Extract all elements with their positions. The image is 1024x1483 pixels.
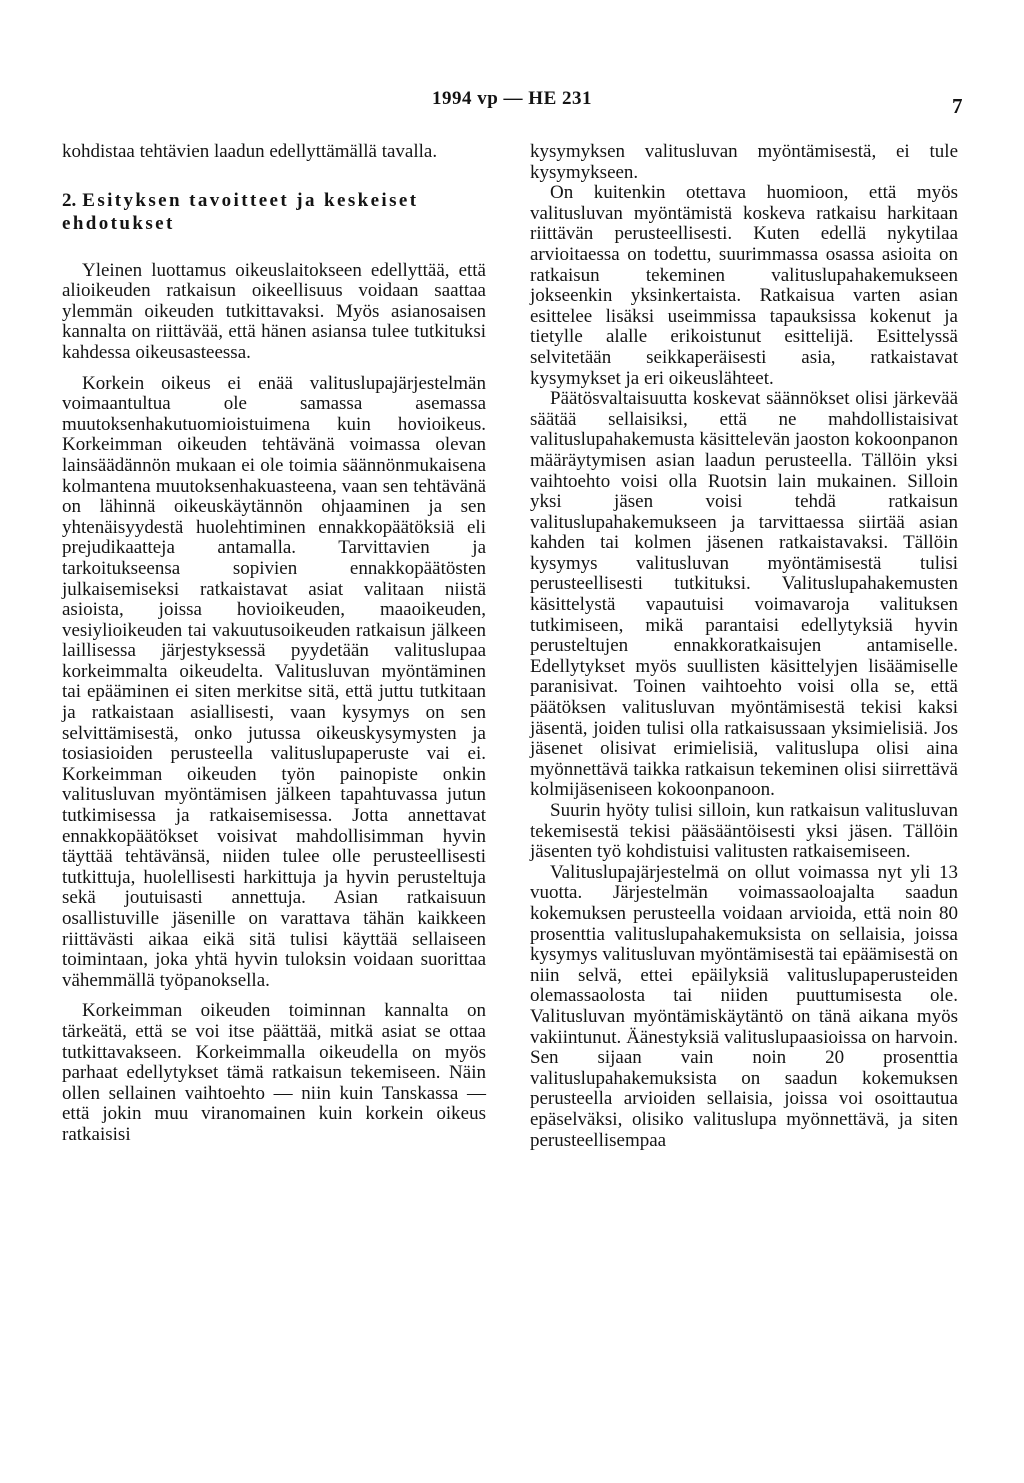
page-number: 7	[952, 94, 963, 118]
body-paragraph: Korkein oikeus ei enää valituslupajärjestelmän voimaantultua ole samassa asemassa muutoksenhakutuomioistuimena kuin hovioikeus. Korkeimman oikeuden tehtävänä voimassa olevan lainsäädännön mukaan ei ole toimia säännönmukaisena kolmantena muutoksenhakuasteena, vaan sen tehtävänä on lähinnä oikeuskäytännön ohjaaminen ja sen yhtenäisyydestä huolehtiminen ennakkopäätöksiä eli prejudikaatteja antamalla. Tarvittavien ja tarkoitukseensa sopivien ennakkopäätösten julkaisemiseksi ratkaistavat asiat valitaan niistä asioista, joissa hovioikeuden, maaoikeuden, vesiylioikeuden tai vakuutusoikeuden ratkaisun jälkeen laillisessa järjestyksessä pyydetään valituslupaa korkeimmalta oikeudelta. Valitusluvan myöntäminen tai epääminen ei siten merkitse sitä, että juttu tutkitaan ja ratkaistaan asiallisesti, vaan kysymys on sen selvittämisestä, onko jutussa oikeuskysymysten ja tosiasioiden perusteella valituslupaperuste vai ei. Korkeimman oikeuden työn painopiste onkin valitusluvan myöntämisen jälkeen tapahtuvassa jutun tutkimisessa ja ratkaisemisessa. Jotta annettavat ennakkopäätökset voisivat mahdollisimman hyvin täyttää tehtävänsä, niiden tulee olle perusteellisesti tutkittuja, huolellisesti harkittuja ja hyvin perusteltuja sekä joutuisasti annettuja. Asian ratkaisuun osallistuville jäsenille on varattava tähän kaikkeen riittävästi aikaa eikä sitä tulisi käyttää sellaiseen toimintaan, joka yhtä hyvin tuloksin voidaan suorittaa vähemmällä työpanoksella.	[62, 372, 486, 991]
section-number: 2.	[62, 189, 77, 211]
body-paragraph: Päätösvaltaisuutta koskevat säännökset olisi järkevää säätää sellaisiksi, että ne mahdollistaisivat valituslupahakemusta käsittelevän jaoston kokoonpanon määräytymisen asian laadun perusteella. Tällöin yksi vaihtoehto voisi olla Ruotsin lain mukainen. Silloin yksi jäsen voisi tehdä ratkaisun valituslupahakemukseen ja tarvittaessa siirtää asian kahden tai kolmen jäsenen ratkaistavaksi. Tällöin kysymys valitusluvan myöntämisestä tulisi perusteellisesti tutkituksi. Valituslupahakemusten käsittelystä vapautuisi voimavaroja valituksen tutkimiseen, mikä parantaisi edellytyksiä hyvin perusteltujen ennakkoratkaisujen antamiselle. Edellytykset myös suullisten käsittelyjen lisäämiselle paranisivat. Toinen vaihtoehto voisi olla se, että päätöksen valitusluvan myöntämisestä tekisi kaksi jäsentä, joiden tulisi olla ratkaisussaan yksimielisiä. Jos jäsenet olisivat erimielisiä, valituslupa olisi aina myönnettävä taikka ratkaisun tekeminen olisi siirrettävä kolmijäseniseen kokoonpanoon.	[530, 388, 958, 801]
intro-paragraph: kohdistaa tehtävien laadun edellyttämällä tavalla.	[62, 141, 438, 162]
right-column	[530, 142, 958, 1151]
body-paragraph: kysymyksen valitusluvan myöntämisestä, ei tule kysymykseen.	[530, 141, 958, 183]
body-paragraph: Suurin hyöty tulisi silloin, kun ratkaisun valitusluvan tekemisestä tekisi pääsääntöisesti yksi jäsen. Tällöin jäsenten työ kohdistuisi valitusten ratkaisemiseen.	[530, 800, 958, 863]
body-paragraph: Yleinen luottamus oikeuslaitokseen edellyttää, että alioikeuden ratkaisun oikeellisuus voidaan saattaa ylemmän oikeuden tutkittavaksi. Myös asianosaisen kannalta on riittävää, että hänen asiansa tulee tutkituksi kahdessa oikeusasteessa.	[62, 259, 486, 363]
section-title: Esityksen tavoitteet ja keskeiset ehdotukset	[62, 189, 419, 234]
running-header: 1994 vp — HE 231	[431, 88, 593, 109]
body-paragraph: Valituslupajärjestelmä on ollut voimassa nyt yli 13 vuotta. Järjestelmän voimassaoloajalta saadun kokemuksen perusteella voidaan arvioida, että noin 80 prosenttia valituslupahakemuksista on sellaisia, joissa kysymys valitusluvan myöntämisestä tai epäämisestä on niin selvä, ettei epäilyksiä valituslupaperusteiden olemassaolosta tai niiden puuttumisesta ole. Valitusluvan myöntämiskäytäntö on tänä aikana myös vakiintunut. Äänestyksiä valituslupaasioissa on harvoin. Sen sijaan vain noin 20 prosenttia valituslupahakemuksista on saadun kokemuksen perusteella arvioiden sellaisia, joissa voi osoittautua epäselväksi, olisiko valituslupa myönnettävä, ja siten perusteellisempaa	[530, 861, 958, 1151]
body-paragraph: On kuitenkin otettava huomioon, että myös valitusluvan myöntämistä koskeva ratkaisu harkitaan riittävän perusteellisesti. Kuten edellä nykytilaa arvioitaessa on todettu, suurimmassa osassa asioita on ratkaisun tekeminen valituslupahakemukseen jokseenkin yksinkertaista. Ratkaisua varten asian esittelee lisäksi useimmissa tapauksissa kokenut ja tietylle alalle erikoistunut esittelijä. Esittelyssä selvitetään seikkaperäisesti asia, ratkaistavat kysymykset ja eri oikeuslähteet.	[530, 182, 958, 389]
section-heading	[62, 189, 486, 235]
left-column	[62, 142, 486, 1146]
body-paragraph: Korkeimman oikeuden toiminnan kannalta on tärkeätä, että se voi itse päättää, mitkä asiat se ottaa tutkittavakseen. Korkeimmalla oikeudella on myös parhaat edellytykset tämä ratkaisun tekemiseen. Näin ollen sellainen vaihtoehto — niin kuin Tanskassa — että jokin muu viranomainen kuin korkein oikeus ratkaisisi	[62, 1000, 486, 1145]
